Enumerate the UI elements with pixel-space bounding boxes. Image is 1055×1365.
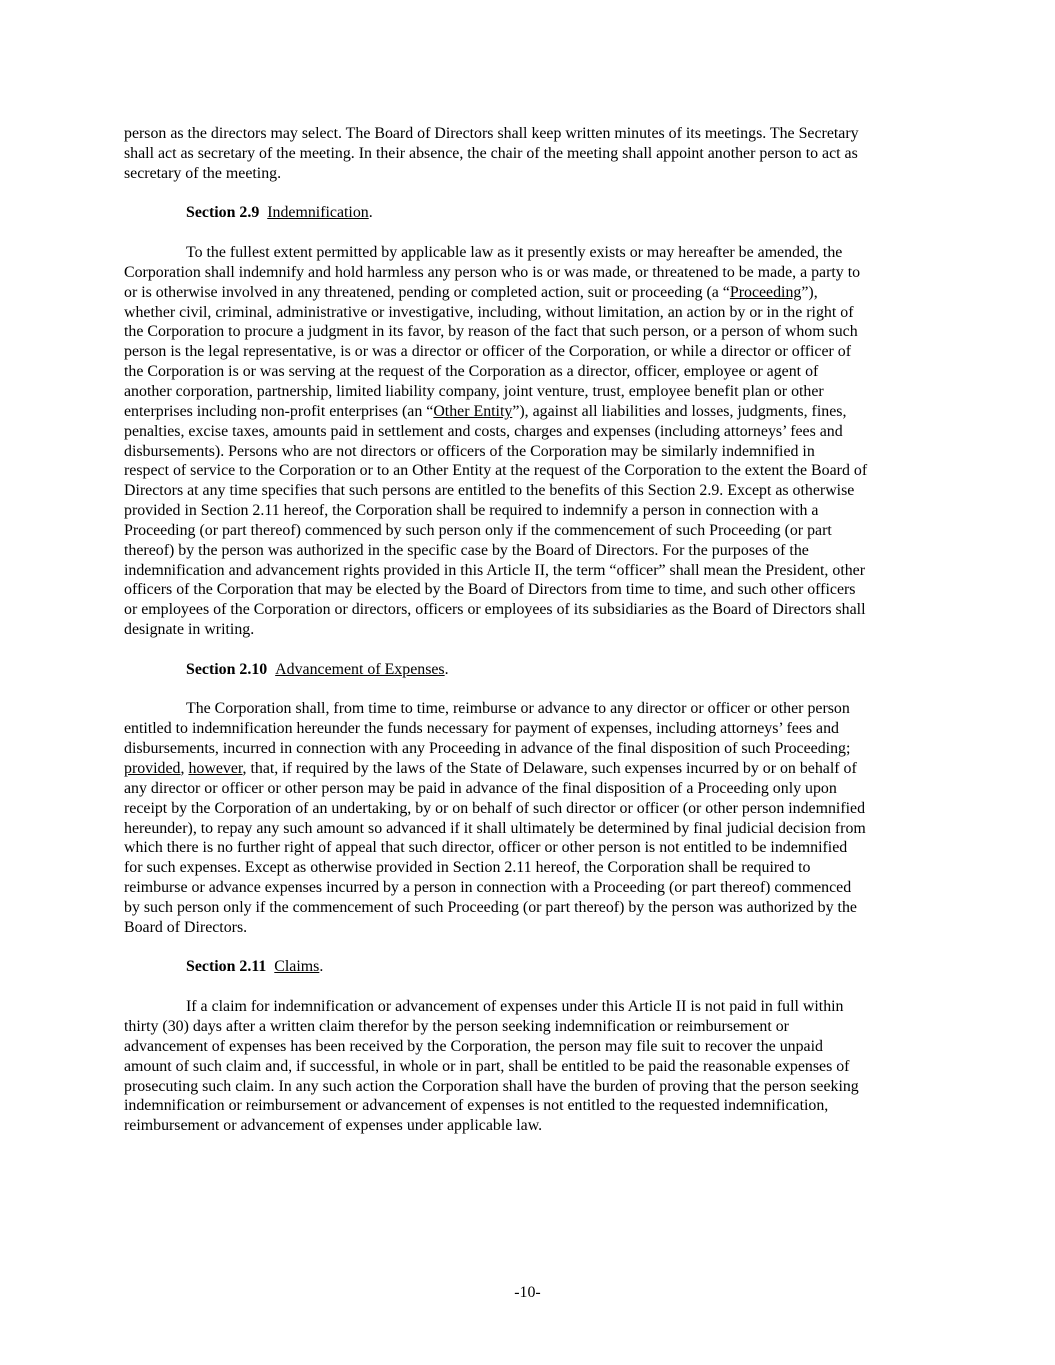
- defined-term-proceeding: Proceeding: [729, 283, 802, 301]
- text-line: reimbursement or advancement of expenses under applicable law.: [124, 1117, 543, 1135]
- text-segment: ”),: [801, 283, 818, 301]
- text-line: whether civil, criminal, administrative or investigative, including, without limitation, an action by or in the right of: [124, 303, 854, 321]
- heading-period: .: [368, 204, 373, 222]
- text-line: receipt by the Corporation of an undertaking, by or on behalf of such director or officer (or other person indemnified: [124, 799, 866, 817]
- text-line: prosecuting such claim. In any such action the Corporation shall have the burden of proving that the person seeking: [124, 1077, 859, 1095]
- document-page: [124, 124, 936, 1156]
- text-line: Corporation shall indemnify and hold harmless any person who is or was made, or threatened to be made, a party to: [124, 263, 861, 281]
- text-line: secretary of the meeting.: [124, 164, 282, 182]
- text-line: which there is no further right of appeal that such director, officer or other person is not entitled to be indemnified: [124, 839, 848, 857]
- section-heading-2-11: [124, 957, 936, 977]
- text-line: disbursements). Persons who are not directors or officers of the Corporation may be similarly indemnified in: [124, 442, 815, 460]
- text-line: for such expenses. Except as otherwise provided in Section 2.11 hereof, the Corporation shall be required to: [124, 859, 811, 877]
- section-2-9-body: [124, 243, 936, 640]
- section-title: Advancement of Expenses: [275, 660, 445, 678]
- text-line: provided in Section 2.11 hereof, the Corporation shall be required to indemnify a person in connection with a: [124, 502, 819, 520]
- text-line: penalties, excise taxes, amounts paid in settlement and costs, charges and expenses (including attorneys’ fees and: [124, 422, 843, 440]
- text-segment: , that, if required by the laws of the State of Delaware, such expenses incurred by or on behalf of: [242, 760, 857, 777]
- text-line: another corporation, partnership, limited liability company, joint venture, trust, employee benefit plan or other: [124, 382, 824, 400]
- text-line: thereof) by the person was authorized in the specific case by the Board of Directors. For the purposes of the: [124, 541, 809, 559]
- text-line: respect of service to the Corporation or to an Other Entity at the request of the Corporation to the extent the Board of: [124, 462, 868, 480]
- page-number: -10-: [514, 1284, 541, 1301]
- text-line: designate in writing.: [124, 621, 255, 639]
- text-line: [124, 759, 936, 779]
- text-line: Proceeding (or part thereof) commenced by such person only if the commencement of such Proceeding (or part: [124, 521, 832, 539]
- text-line: If a claim for indemnification or advancement of expenses under this Article II is not paid in full within: [186, 998, 844, 1016]
- text-segment: ”), against all liabilities and losses, judgments, fines,: [512, 402, 847, 420]
- text-line: advancement of expenses has been received by the Corporation, the person may file suit to recover the unpaid: [124, 1037, 823, 1055]
- text-segment: or is otherwise involved in any threatened, pending or completed action, suit or proceeding (a “: [124, 283, 730, 301]
- text-line: [124, 283, 936, 303]
- text-line: reimburse or advance expenses incurred by a person in connection with a Proceeding (or part thereof) commenced: [124, 879, 852, 897]
- text-line: indemnification and advancement rights provided in this Article II, the term “officer” shall mean the President, other: [124, 561, 866, 579]
- text-line: person is the legal representative, is or was a director or officer of the Corporation, or while a director or officer of: [124, 343, 852, 361]
- text-line: hereunder), to repay any such amount so advanced if it shall ultimately be determined by final judicial decision from: [124, 819, 866, 837]
- text-line: thirty (30) days after a written claim therefor by the person seeking indemnification or reimbursement or: [124, 1017, 789, 1035]
- section-2-10-body: [124, 699, 936, 937]
- text-line: Directors at any time specifies that such persons are entitled to the benefits of this Section 2.9. Except as otherwise: [124, 482, 855, 500]
- text-line: shall act as secretary of the meeting. In their absence, the chair of the meeting shall appoint another person to act as: [124, 144, 858, 162]
- term-however: however: [188, 760, 243, 777]
- text-line: amount of such claim and, if successful, in whole or in part, shall be entitled to be paid the reasonable expenses of: [124, 1057, 850, 1075]
- text-segment: enterprises including non-profit enterprises (an “: [124, 402, 434, 420]
- text-line: To the fullest extent permitted by applicable law as it presently exists or may hereafter be amended, the: [186, 244, 843, 262]
- heading-period: .: [444, 660, 449, 678]
- section-2-11-body: [124, 997, 936, 1136]
- section-heading-2-9: [124, 203, 936, 223]
- text-line: the Corporation is or was serving at the request of the Corporation as a director, officer, employee or agent of: [124, 363, 819, 381]
- text-line: person as the directors may select. The Board of Directors shall keep written minutes of its meetings. The Secretary: [124, 125, 859, 142]
- text-line: by such person only if the commencement of such Proceeding (or part thereof) by the person was authorized by the: [124, 898, 857, 916]
- term-provided: provided: [124, 760, 181, 777]
- text-segment: ,: [180, 760, 189, 777]
- section-number: Section 2.11: [186, 958, 267, 976]
- defined-term-other-entity: Other Entity: [433, 402, 513, 420]
- text-line: The Corporation shall, from time to time, reimburse or advance to any director or officer or other person: [186, 700, 850, 718]
- intro-paragraph: [124, 124, 936, 184]
- section-heading-2-10: [124, 660, 936, 680]
- heading-period: .: [319, 958, 324, 976]
- text-line: indemnification or reimbursement or advancement of expenses is not entitled to the requested indemnification,: [124, 1097, 829, 1115]
- text-line: entitled to indemnification hereunder the funds necessary for payment of expenses, including attorneys’ fees and: [124, 720, 839, 738]
- section-number: Section 2.9: [186, 204, 260, 222]
- section-title: Claims: [274, 958, 320, 976]
- text-line: Board of Directors.: [124, 918, 248, 936]
- text-line: [124, 402, 936, 422]
- text-line: or employees of the Corporation or directors, officers or employees of its subsidiaries as the Board of Directors shall: [124, 601, 866, 619]
- text-line: the Corporation to procure a judgment in its favor, by reason of the fact that such person, or a person of whom such: [124, 323, 858, 341]
- text-line: any director or officer or other person may be paid in advance of the final disposition of a Proceeding only upon: [124, 779, 837, 797]
- section-title: Indemnification: [267, 204, 369, 222]
- text-line: officers of the Corporation that may be elected by the Board of Directors from time to time, and such other officers: [124, 581, 856, 599]
- text-line: disbursements, incurred in connection with any Proceeding in advance of the final disposition of such Proceeding;: [124, 740, 851, 758]
- section-number: Section 2.10: [186, 660, 268, 678]
